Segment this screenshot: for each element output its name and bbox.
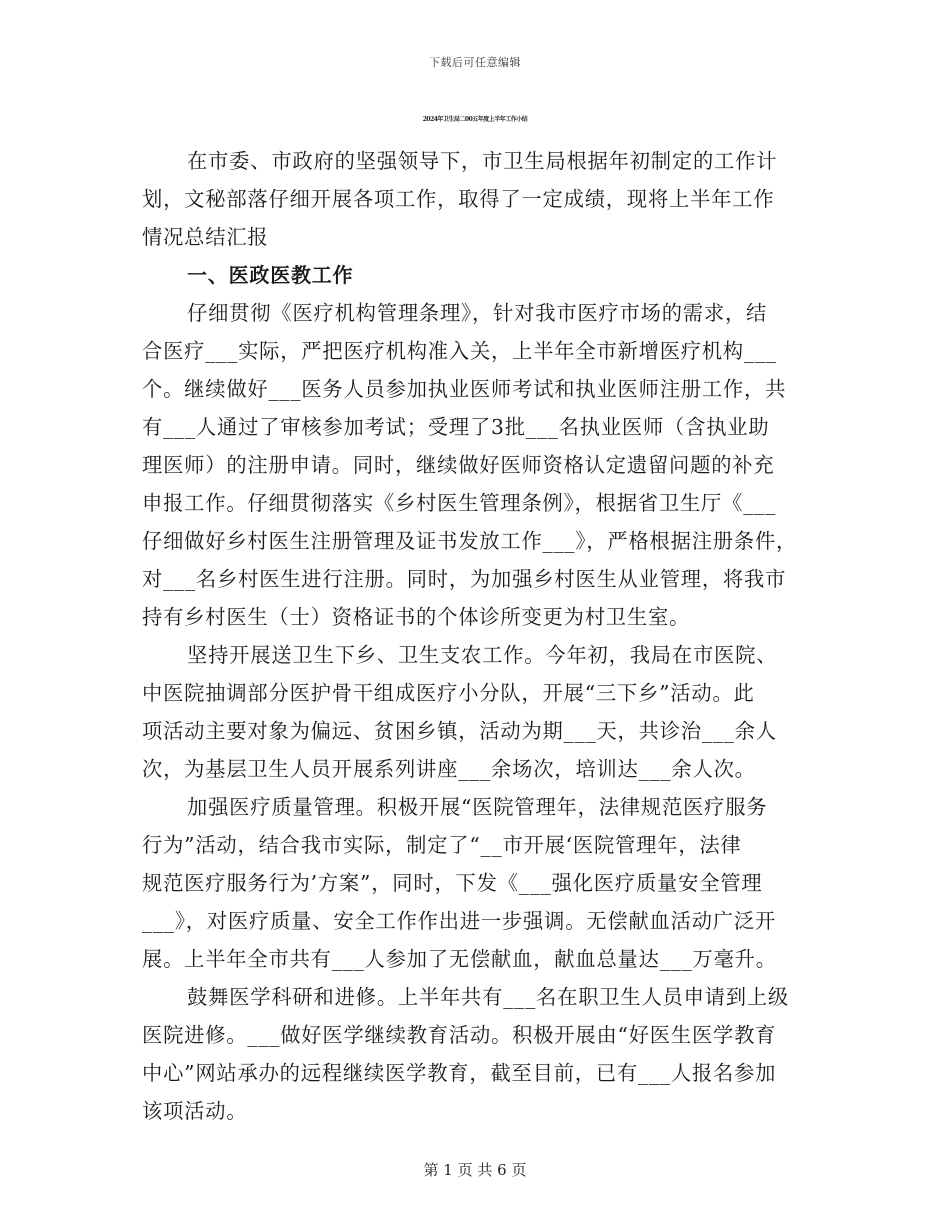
paragraph-line: 加强医疗质量管理。积极开展“医院管理年，法律规范医疗服务 — [187, 795, 768, 819]
paragraph-line: 鼓舞医学科研和进修。上半年共有___名在职卫生人员申请到上级 — [187, 985, 790, 1009]
paragraph-line: 中医院抽调部分医护骨干组成医疗小分队，开展“三下乡”活动。此 — [142, 681, 755, 705]
paragraph-line: 中心”网站承办的远程继续医学教育，截至目前，已有___人报名参加 — [142, 1061, 777, 1085]
paragraph-line: 理医师）的注册申请。同时，继续做好医师资格认定遗留问题的补充 — [142, 453, 775, 477]
page-number: 第 1 页 共 6 页 — [423, 1161, 527, 1179]
paragraph-line: 行为”活动，结合我市实际，制定了“__市开展‘医院管理年，法律 — [142, 833, 742, 857]
paragraph-line: 医院进修。___做好医学继续教育活动。积极开展由“好医生医学教育 — [142, 1023, 777, 1047]
paragraph-line: 对___名乡村医生进行注册。同时，为加强乡村医生从业管理，将我市 — [142, 567, 787, 591]
paragraph-line: 在市委、市政府的坚强领导下，市卫生局根据年初制定的工作计 — [187, 149, 778, 173]
paragraph-line: 个。继续做好___医务人员参加执业医师考试和执业医师注册工作，共 — [142, 377, 787, 401]
section-heading: 一、医政医教工作 — [187, 263, 354, 287]
paragraph-line: 有___人通过了审核参加考试；受理了3批___名执业医师（含执业助 — [142, 415, 770, 439]
paragraph-line: 该项活动。 — [142, 1099, 248, 1123]
paragraph-line: 仔细贯彻《医疗机构管理条理》，针对我市医疗市场的需求，结 — [187, 301, 768, 325]
paragraph-line: 坚持开展送卫生下乡、卫生支农工作。今年初，我局在市医院、 — [187, 643, 778, 667]
paragraph-line: 展。上半年全市共有___人参加了无偿献血，献血总量达___万毫升。 — [142, 947, 777, 971]
paragraph-line: 申报工作。仔细贯彻落实《乡村医生管理条例》，根据省卫生厅《___ — [142, 491, 777, 515]
paragraph-line: 项活动主要对象为偏远、贫困乡镇，活动为期___天，共诊治___余人 — [142, 719, 777, 743]
paragraph-line: 次，为基层卫生人员开展系列讲座___余场次，培训达___余人次。 — [142, 757, 756, 781]
paragraph-line: 划，文秘部落仔细开展各项工作，取得了一定成绩，现将上半年工作 — [142, 187, 775, 211]
paragraph-line: 仔细做好乡村医生注册管理及证书发放工作___》，严格根据注册条件， — [142, 529, 798, 553]
paragraph-line: 情况总结汇报 — [142, 225, 269, 249]
paragraph-line: ___》，对医疗质量、安全工作作出进一步强调。无偿献血活动广泛开 — [142, 909, 777, 933]
paragraph-line: 规范医疗服务行为’方案”，同时，下发《___强化医疗质量安全管理 — [142, 871, 763, 895]
paragraph-line: 持有乡村医生（士）资格证书的个体诊所变更为村卫生室。 — [142, 605, 691, 629]
document-title: 2024年卫生局二00五年度上半年工作小结 — [422, 116, 528, 123]
header-note: 下载后可任意编辑 — [429, 56, 521, 69]
paragraph-line: 合医疗___实际，严把医疗机构准入关，上半年全市新增医疗机构___ — [142, 339, 777, 363]
